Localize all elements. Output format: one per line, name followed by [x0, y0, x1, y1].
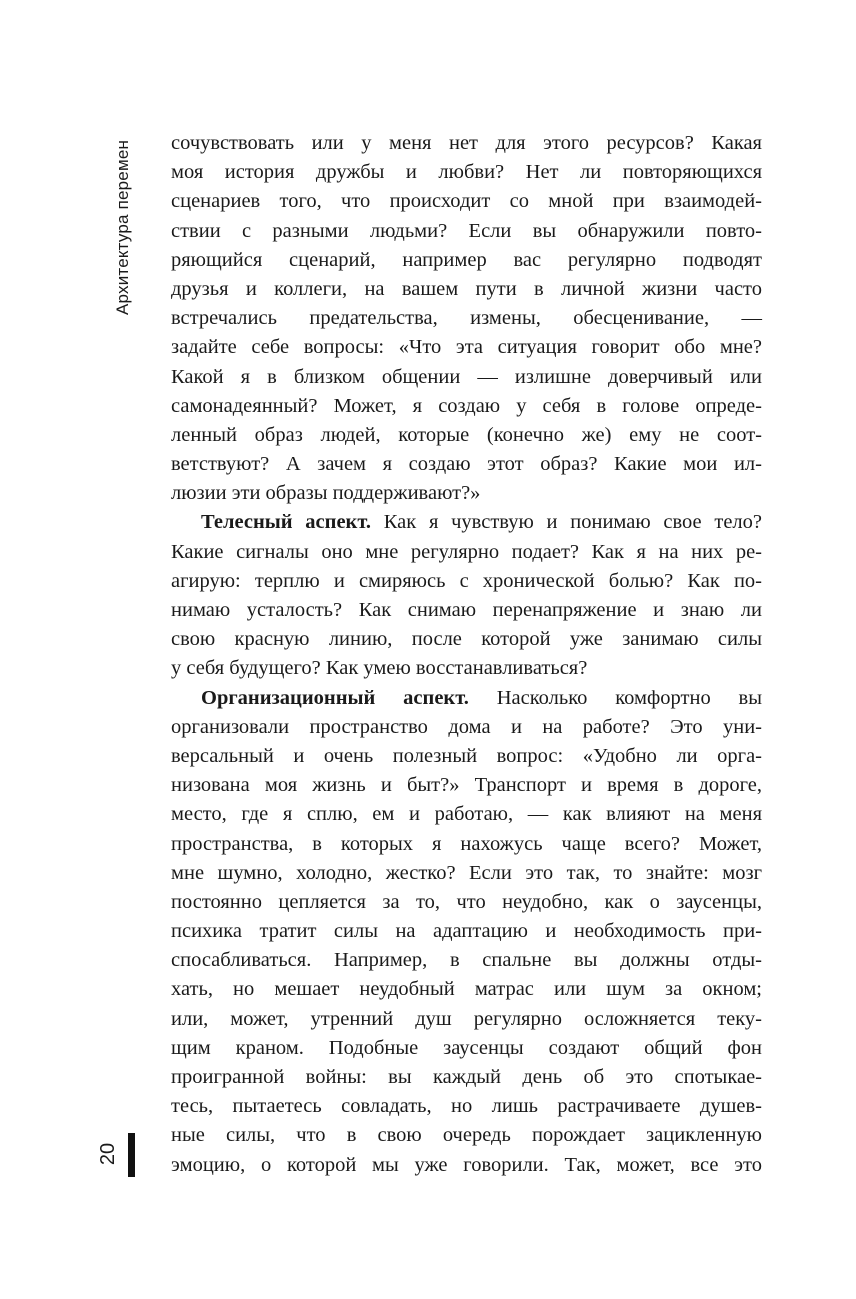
text-line: свою красную линию, после которой уже занимаю силы [171, 628, 762, 651]
text-line: организовали пространство дома и на работе? Это уни- [171, 715, 762, 738]
text-run: Насколько комфортно вы [468, 686, 762, 709]
text-line: щим краном. Подобные заусенцы создают общий фон [171, 1036, 762, 1059]
text-line: нимаю усталость? Как снимаю перенапряжение и знаю ли [171, 599, 762, 621]
paragraph-relationships [171, 129, 762, 508]
text-line: моя история дружбы и любви? Нет ли повторяющихся [171, 161, 762, 184]
text-line: Какой я в близком общении — излишне доверчивый или [171, 365, 762, 388]
text-line: эмоцию, о которой мы уже говорили. Так, может, все это [171, 1153, 762, 1176]
text-line [171, 684, 762, 713]
text-line: у себя будущего? Как умею восстанавливаться? [171, 657, 588, 680]
text-line: друзья и коллеги, на вашем пути в личной жизни часто [171, 277, 762, 300]
text-line: место, где я сплю, ем и работаю, — как влияют на меня [171, 803, 762, 826]
text-line: хать, но мешает неудобный матрас или шум за окном; [171, 978, 762, 1001]
text-line: ряющийся сценарий, например вас регулярно подводят [171, 248, 762, 271]
text-line: спосабливаться. Например, в спальне вы должны отды- [171, 949, 762, 972]
text-line: ленный образ людей, которые (конечно же) ему не соот- [171, 423, 762, 446]
text-line: или, может, утренний душ регулярно осложняется теку- [171, 1007, 762, 1030]
text-line: самонадеянный? Может, я создаю у себя в голове опреде- [171, 394, 762, 417]
paragraph-organizational-aspect [171, 684, 762, 1180]
page-number: 20 [97, 1142, 120, 1166]
paragraph-body-aspect [171, 508, 762, 683]
text-line: ные силы, что в свою очередь порождает зацикленную [171, 1124, 762, 1147]
text-line: Какие сигналы оно мне регулярно подает? Как я на них ре- [171, 540, 762, 563]
text-line: люзии эти образы поддерживают?» [171, 482, 481, 505]
aspect-heading: Телесный аспект. [201, 511, 372, 534]
text-line: задайте себе вопросы: «Что эта ситуация говорит обо мне? [171, 336, 762, 359]
folio [97, 1133, 133, 1179]
text-line: агирую: терплю и смиряюсь с хронической болью? Как по- [171, 569, 762, 592]
text-line: сочувствовать или у меня нет для этого ресурсов? Какая [171, 132, 762, 154]
text-line: проигранной войны: вы каждый день об это спотыкае- [171, 1066, 762, 1088]
text-line: ствии с разными людьми? Если вы обнаружили повто- [171, 219, 762, 242]
text-line: встречались предательства, измены, обесценивание, — [171, 307, 762, 330]
aspect-heading: Организационный аспект. [201, 686, 469, 709]
text-line: постоянно цепляется за то, что неудобно, как о заусенцы, [171, 890, 762, 913]
text-line: тесь, пытаетесь совладать, но лишь растрачиваете душев- [171, 1095, 762, 1118]
text-line: пространства, в которых я нахожусь чаще всего? Может, [171, 832, 762, 855]
folio-bar [128, 1133, 135, 1177]
text-line: сценариев того, что происходит со мной при взаимодей- [171, 190, 762, 213]
running-head: Архитектура перемен [113, 139, 132, 315]
text-line: версальный и очень полезный вопрос: «Удобно ли орга- [171, 744, 762, 767]
text-line: психика тратит силы на адаптацию и необходимость при- [171, 920, 762, 943]
text-line [171, 508, 762, 537]
body-text [171, 129, 762, 1180]
text-line: мне шумно, холодно, жестко? Если это так, то знайте: мозг [171, 861, 762, 884]
text-run: Как я чувствую и понимаю свое тело? [371, 511, 762, 534]
text-line: ветствуют? А зачем я создаю этот образ? Какие мои ил- [171, 453, 762, 476]
text-line: низована моя жизнь и быт?» Транспорт и время в дороге, [171, 774, 762, 797]
